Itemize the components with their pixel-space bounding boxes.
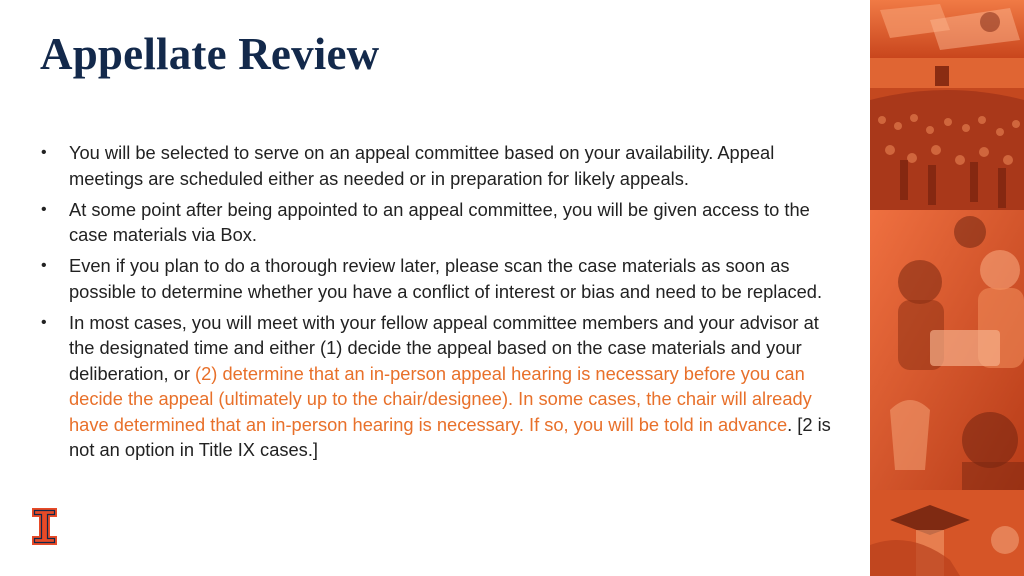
bullet-item xyxy=(40,253,840,304)
bullet-marker: • xyxy=(41,257,47,274)
bullet-item xyxy=(40,310,840,463)
bullet-text: At some point after being appointed to an appeal committee, you will be given access to the case materials via Box. xyxy=(69,198,810,245)
bullet-text: In most cases, you will meet with your fellow appeal committee members and your advisor at the designated time and either (1) decide the appeal based on the case materials and your deliberation, or xyxy=(69,311,819,384)
slide-title: Appellate Review xyxy=(40,29,380,79)
bullet-marker: • xyxy=(41,144,47,161)
bullet-marker: • xyxy=(41,313,47,331)
bullet-text-highlight: (2) determine that an in-person appeal hearing is necessary before you can decide the appeal (ultimately up to the chair/designee). In some cases, the chair will already have determined that an in-person hearing is necessary. If so, you will be told in advance xyxy=(69,362,812,435)
bullet-item xyxy=(40,140,840,191)
bullet-marker: • xyxy=(41,200,47,218)
campus-photo-collage xyxy=(870,0,1024,576)
bullet-text: You will be selected to serve on an appeal committee based on your availability. Appeal meetings are scheduled either as needed or in preparation for likely appeals. xyxy=(69,142,775,189)
bullet-item xyxy=(40,197,840,248)
bullet-text: . [2 is not an option in Title IX cases.] xyxy=(69,413,831,460)
block-i-logo-icon xyxy=(32,508,57,545)
bullet-list xyxy=(40,140,840,468)
bullet-text: Even if you plan to do a thorough review later, please scan the case materials as soon as possible to determine whether you have a conflict of interest or bias and need to be replaced. xyxy=(69,255,823,302)
